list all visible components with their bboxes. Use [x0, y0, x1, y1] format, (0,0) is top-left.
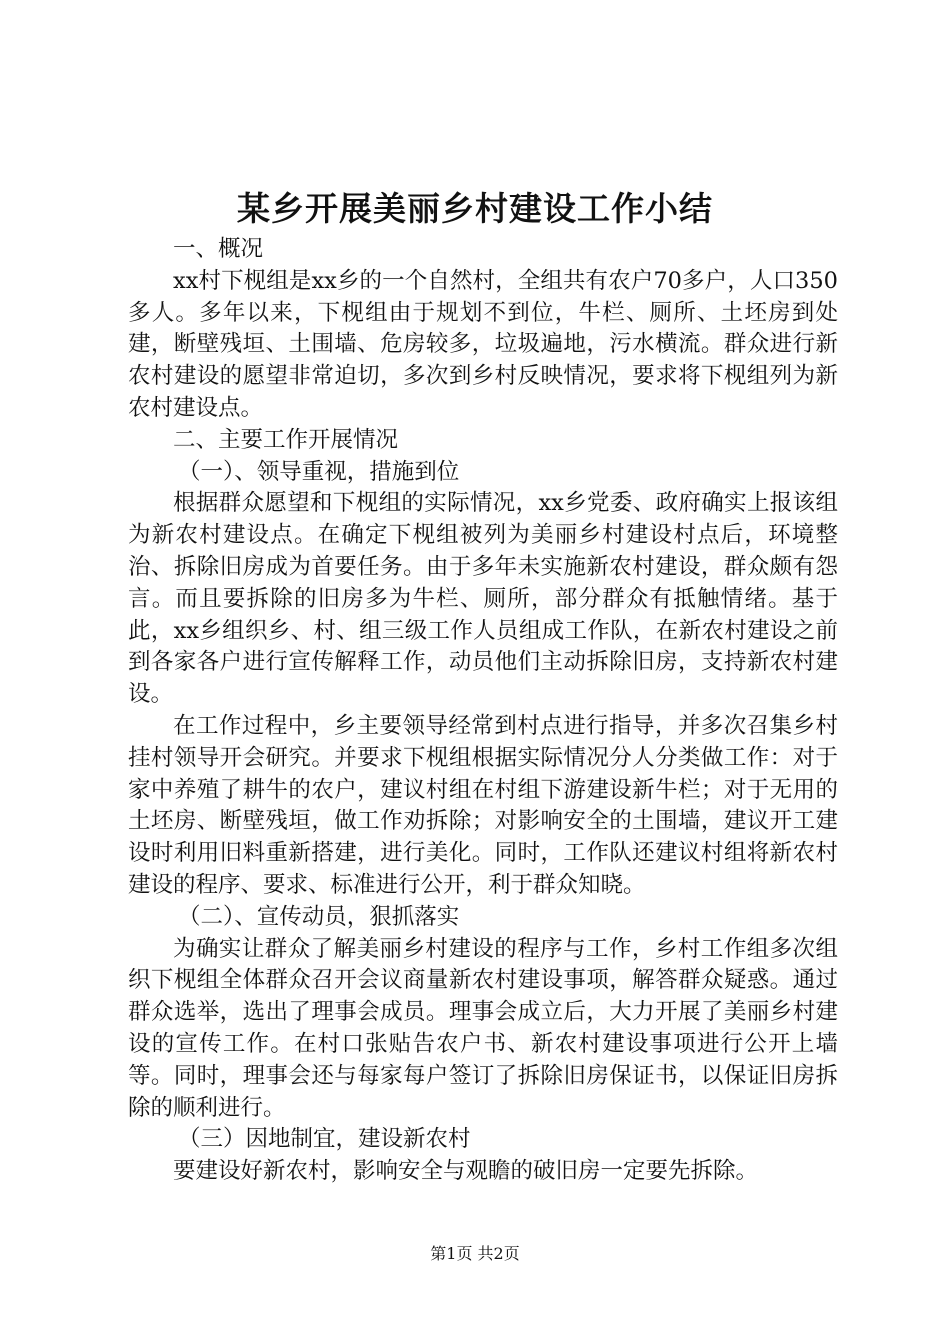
paragraph: 根据群众愿望和下枧组的实际情况，xx乡党委、政府确实上报该组为新农村建设点。在确定下枧组被列为美丽乡村建设村点后，环境整治、拆除旧房成为首要任务。由于多年未实施新农村建设，群众颇有怨言。而且要拆除的旧房多为牛栏、厕所，部分群众有抵触情绪。基于此，xx乡组织乡、村、组三级工作人员组成工作队，在新农村建设之前到各家各户进行宣传解释工作，动员他们主动拆除旧房，支持新农村建设。	[128, 490, 838, 708]
document-body	[128, 234, 838, 1188]
section-heading-main-work: 二、主要工作开展情况	[173, 426, 399, 453]
paragraph: 要建设好新农村，影响安全与观瞻的破旧房一定要先拆除。	[173, 1158, 759, 1185]
paragraph-overview: xx村下枧组是xx乡的一个自然村，全组共有农户70多户，人口350多人。多年以来，下枧组由于规划不到位，牛栏、厕所、土坯房到处建，断壁残垣、土围墙、危房较多，垃圾遍地，污水横流。群众进行新农村建设的愿望非常迫切，多次到乡村反映情况，要求将下枧组列为新农村建设点。	[128, 267, 838, 421]
subsection-heading-3: （三）因地制宜，建设新农村	[178, 1126, 471, 1153]
page-footer: 第1页 共2页	[430, 1244, 520, 1263]
paragraph: 在工作过程中，乡主要领导经常到村点进行指导，并多次召集乡村挂村领导开会研究。并要求下枧组根据实际情况分人分类做工作：对于家中养殖了耕牛的农户，建议村组在村组下游建设新牛栏；对于无用的土坯房、断壁残垣，做工作劝拆除；对影响安全的土围墙，建议开工建设时利用旧料重新搭建，进行美化。同时，工作队还建议村组将新农村建设的程序、要求、标准进行公开，利于群众知晓。	[128, 712, 838, 898]
subsection-heading-2: （二）、宣传动员，狠抓落实	[178, 903, 460, 930]
subsection-heading-1: （一）、领导重视，措施到位	[178, 458, 460, 485]
document-title: 某乡开展美丽乡村建设工作小结	[237, 189, 713, 228]
paragraph: 为确实让群众了解美丽乡村建设的程序与工作，乡村工作组多次组织下枧组全体群众召开会议商量新农村建设事项，解答群众疑惑。通过群众选举，选出了理事会成员。理事会成立后，大力开展了美丽乡村建设的宣传工作。在村口张贴告农户书、新农村建设事项进行公开上墙等。同时，理事会还与每家每户签订了拆除旧房保证书，以保证旧房拆除的顺利进行。	[128, 935, 838, 1121]
section-heading-overview: 一、概况	[173, 236, 264, 262]
